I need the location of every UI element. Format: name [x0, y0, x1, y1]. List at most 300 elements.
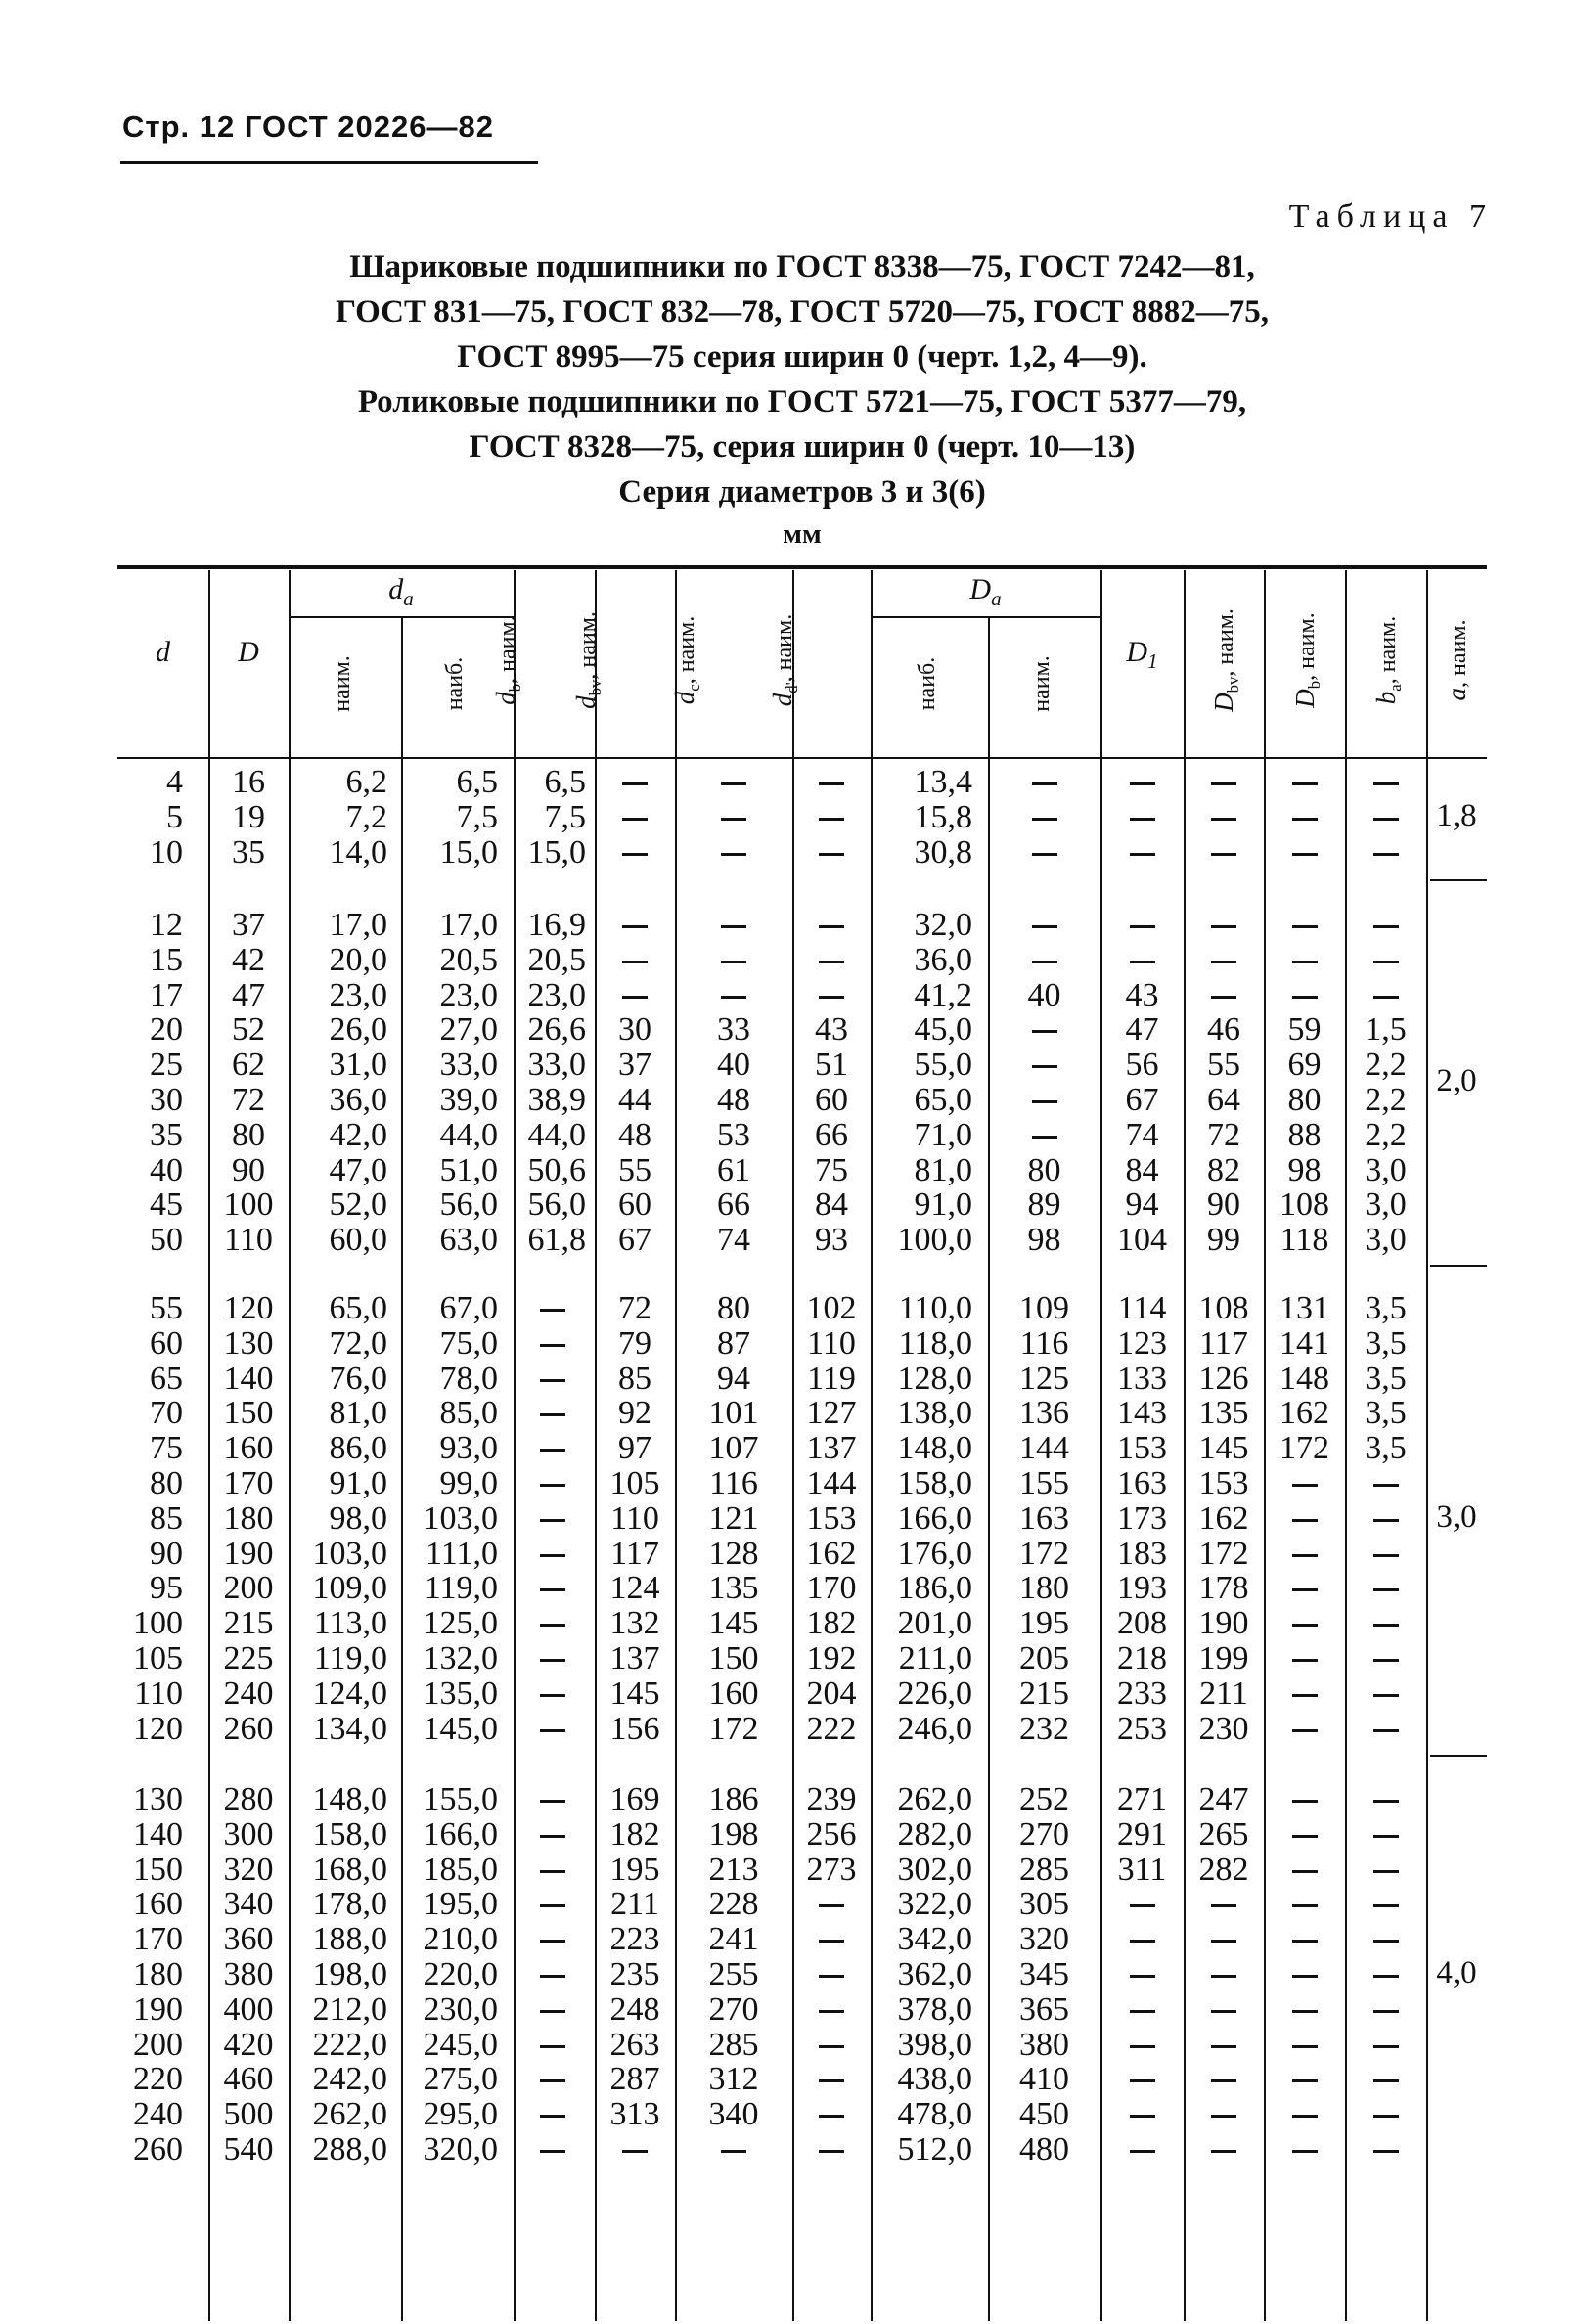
cell-Da-min: 116 — [1019, 1324, 1069, 1362]
cell-db: 33,0 — [527, 1047, 586, 1084]
cell-D: 19 — [232, 798, 265, 835]
cell-da-min: 60,0 — [329, 1222, 387, 1259]
cell-ba: 2,2 — [1365, 1047, 1407, 1084]
cell-Da-min: 365 — [1019, 1990, 1069, 2028]
cell-da-max: 15,0 — [439, 833, 498, 871]
cell-a: 3,0 — [1436, 1498, 1477, 1535]
dash-mark — [1373, 1940, 1399, 1943]
cell-D: 100 — [223, 1186, 274, 1224]
cell-dbv: 110 — [610, 1499, 659, 1537]
dash-mark — [819, 2115, 844, 2118]
cell-da-min: 124,0 — [312, 1675, 387, 1712]
cell-Da-min: 144 — [1019, 1430, 1069, 1467]
cell-D1: 271 — [1117, 1781, 1167, 1817]
cell-D1: 74 — [1125, 1116, 1159, 1153]
dash-mark — [1130, 2079, 1155, 2082]
cell-Da-min: 205 — [1019, 1640, 1069, 1676]
dash-mark — [721, 818, 746, 821]
cell-db: 61,8 — [527, 1222, 586, 1259]
cell-da-max: 20,5 — [439, 941, 498, 978]
cell-dc: 94 — [717, 1360, 750, 1397]
page-header: Стр. 12 ГОСТ 20226—82 — [122, 110, 494, 144]
cell-dbv: 132 — [609, 1605, 660, 1642]
dash-mark — [1292, 1940, 1318, 1943]
header-D1 — [1100, 636, 1184, 674]
cell-da-max: 6,5 — [456, 764, 498, 800]
cell-D1: 94 — [1125, 1186, 1159, 1224]
cell-Da-min: 89 — [1027, 1186, 1061, 1224]
dash-mark — [1032, 853, 1057, 856]
cell-Dbv: 72 — [1207, 1116, 1240, 1153]
cell-D1: 123 — [1117, 1324, 1167, 1362]
cell-dd: 119 — [807, 1360, 856, 1397]
cell-D: 130 — [223, 1324, 274, 1362]
cell-dc: 33 — [717, 1011, 750, 1049]
dash-mark — [1032, 961, 1057, 963]
cell-d: 85 — [150, 1499, 183, 1537]
header-D — [208, 636, 289, 669]
cell-dc: 107 — [708, 1430, 759, 1467]
dash-mark — [1292, 853, 1318, 856]
cell-ba: 3,5 — [1365, 1395, 1407, 1432]
cell-d: 25 — [150, 1047, 183, 1084]
header-D1-sub: 1 — [1147, 649, 1158, 673]
dash-mark — [540, 1904, 565, 1907]
header-D1-sym: D — [1126, 636, 1148, 668]
cell-da-max: 56,0 — [439, 1186, 498, 1224]
cell-Da-max: 91,0 — [914, 1186, 972, 1224]
cell-d: 160 — [133, 1886, 183, 1923]
cell-d: 180 — [133, 1956, 183, 1992]
cell-Db: 88 — [1287, 1116, 1322, 1153]
cell-Dbv: 211 — [1199, 1675, 1248, 1712]
cell-dbv: 287 — [609, 2061, 660, 2098]
cell-dd: 66 — [815, 1116, 848, 1153]
dash-mark — [1211, 2150, 1236, 2153]
header-da-min — [330, 625, 359, 742]
cell-Da-max: 100,0 — [897, 1222, 972, 1259]
dash-mark — [1373, 996, 1399, 999]
cell-da-min: 47,0 — [329, 1151, 387, 1188]
cell-dbv: 44 — [618, 1082, 651, 1118]
cell-da-max: 320,0 — [423, 2131, 498, 2168]
header-dbv — [571, 562, 605, 758]
cell-db: 56,0 — [527, 1186, 586, 1224]
cell-Dbv: 190 — [1198, 1605, 1249, 1642]
dash-mark — [1373, 1800, 1399, 1803]
cell-D1: 208 — [1117, 1605, 1167, 1642]
header-Db-sub: b — [1304, 680, 1324, 690]
cell-D: 52 — [232, 1011, 265, 1049]
cell-dbv: 55 — [618, 1151, 651, 1188]
cell-Dbv: 126 — [1198, 1360, 1249, 1397]
cell-db: 26,6 — [527, 1011, 586, 1049]
dash-mark — [540, 2150, 565, 2153]
header-dc-suffix: , наим. — [674, 615, 699, 685]
cell-da-max: 27,0 — [439, 1011, 498, 1049]
cell-Da-max: 71,0 — [914, 1116, 972, 1153]
dash-mark — [622, 925, 648, 928]
cell-d: 35 — [150, 1116, 183, 1153]
cell-Da-max: 30,8 — [914, 833, 972, 871]
cell-d: 55 — [150, 1290, 183, 1326]
cell-dd: 222 — [806, 1710, 857, 1747]
cell-dc: 128 — [708, 1535, 759, 1572]
cell-Da-min: 285 — [1019, 1851, 1069, 1888]
dash-mark — [540, 1484, 565, 1487]
dash-mark — [540, 1729, 565, 1732]
dash-mark — [819, 2045, 844, 2048]
cell-d: 10 — [150, 833, 183, 871]
cell-Da-min: 345 — [1019, 1956, 1069, 1992]
dash-mark — [1292, 1870, 1318, 1873]
cell-Da-min: 163 — [1019, 1499, 1069, 1537]
cell-da-min: 113,0 — [313, 1605, 387, 1642]
dash-mark — [721, 961, 746, 963]
cell-Da-max: 176,0 — [897, 1535, 972, 1572]
cell-d: 200 — [133, 2026, 183, 2063]
header-dbv-suffix: , наим. — [575, 611, 601, 680]
cell-da-min: 26,0 — [329, 1011, 387, 1049]
cell-D: 360 — [223, 1921, 274, 1958]
cell-da-min: 148,0 — [312, 1781, 387, 1817]
a-group-separator — [1430, 1755, 1487, 1757]
dash-mark — [1292, 1904, 1318, 1907]
cell-da-min: 242,0 — [312, 2061, 387, 2098]
cell-Da-max: 246,0 — [897, 1710, 972, 1747]
unit-label: мм — [783, 518, 822, 550]
dash-mark — [1292, 2045, 1318, 2048]
cell-Da-max: 512,0 — [897, 2131, 972, 2168]
cell-dc: 53 — [717, 1116, 750, 1153]
dash-mark — [1373, 818, 1399, 821]
dash-mark — [819, 961, 844, 963]
cell-Dbv: 145 — [1198, 1430, 1249, 1467]
cell-da-min: 17,0 — [329, 907, 387, 943]
cell-Da-min: 125 — [1019, 1360, 1069, 1397]
cell-d: 190 — [133, 1990, 183, 2028]
header-ba — [1371, 562, 1405, 758]
dash-mark — [1373, 2010, 1399, 2013]
cell-da-min: 65,0 — [329, 1290, 387, 1326]
cell-D: 35 — [232, 833, 265, 871]
cell-Da-max: 158,0 — [897, 1465, 972, 1501]
cell-d: 140 — [133, 1815, 183, 1853]
cell-dd: 110 — [807, 1324, 856, 1362]
cell-D: 190 — [223, 1535, 274, 1572]
cell-D: 420 — [223, 2026, 274, 2063]
cell-dc: 80 — [717, 1290, 750, 1326]
cell-dd: 204 — [806, 1675, 857, 1712]
dash-mark — [721, 925, 746, 928]
header-d-sym: d — [156, 636, 170, 668]
cell-D1: 67 — [1125, 1082, 1159, 1118]
cell-da-min: 81,0 — [329, 1395, 387, 1432]
dash-mark — [1292, 1800, 1318, 1803]
cell-da-min: 36,0 — [329, 1082, 387, 1118]
cell-D: 340 — [223, 1886, 274, 1923]
cell-D: 260 — [223, 1710, 274, 1747]
dash-mark — [622, 996, 648, 999]
dash-mark — [1292, 1588, 1318, 1591]
cell-Db: 131 — [1279, 1290, 1329, 1326]
cell-Dbv: 117 — [1199, 1324, 1248, 1362]
cell-d: 30 — [150, 1082, 183, 1118]
cell-Da-min: 270 — [1019, 1815, 1069, 1853]
cell-D1: 56 — [1125, 1047, 1159, 1084]
cell-D1: 218 — [1117, 1640, 1167, 1676]
header-a-suffix: , наим. — [1446, 619, 1471, 689]
dash-mark — [1032, 1065, 1057, 1068]
cell-Da-max: 262,0 — [897, 1781, 972, 1817]
cell-D: 215 — [223, 1605, 274, 1642]
dash-mark — [540, 1344, 565, 1347]
dash-mark — [721, 782, 746, 785]
dash-mark — [1292, 2115, 1318, 2118]
header-Da-min-text: наим. — [1029, 655, 1055, 712]
cell-da-max: 23,0 — [439, 976, 498, 1013]
cell-D: 140 — [223, 1360, 274, 1397]
cell-Da-max: 438,0 — [897, 2061, 972, 2098]
cell-dd: 273 — [806, 1851, 857, 1888]
table-label: Таблица 7 — [1288, 199, 1493, 235]
dash-mark — [540, 1800, 565, 1803]
cell-da-min: 119,0 — [313, 1640, 387, 1676]
dash-mark — [1373, 2115, 1399, 2118]
cell-da-max: 75,0 — [439, 1324, 498, 1362]
dash-mark — [1292, 1975, 1318, 1978]
dash-mark — [1373, 853, 1399, 856]
cell-dd: 182 — [806, 1605, 857, 1642]
dash-mark — [819, 2150, 844, 2153]
dash-mark — [819, 2010, 844, 2013]
dash-mark — [1373, 1729, 1399, 1732]
cell-dbv: 182 — [609, 1815, 660, 1853]
header-Da-sub: a — [991, 587, 1002, 610]
cell-dc: 61 — [717, 1151, 750, 1188]
cell-dc: 145 — [708, 1605, 759, 1642]
cell-d: 120 — [133, 1710, 183, 1747]
cell-da-min: 158,0 — [312, 1815, 387, 1853]
cell-dc: 160 — [708, 1675, 759, 1712]
cell-ba: 3,0 — [1365, 1151, 1407, 1188]
cell-Db: 69 — [1287, 1047, 1322, 1084]
cell-dd: 75 — [815, 1151, 848, 1188]
cell-ba: 3,5 — [1365, 1324, 1407, 1362]
cell-d: 80 — [150, 1465, 183, 1501]
dash-mark — [1130, 782, 1155, 785]
cell-D1: 291 — [1117, 1815, 1167, 1853]
cell-db: 7,5 — [544, 798, 586, 835]
cell-da-max: 78,0 — [439, 1360, 498, 1397]
cell-dc: 135 — [708, 1570, 759, 1607]
cell-D: 42 — [232, 941, 265, 978]
dash-mark — [1130, 2010, 1155, 2013]
cell-da-max: 230,0 — [423, 1990, 498, 2028]
cell-da-min: 23,0 — [329, 976, 387, 1013]
cell-dc: 40 — [717, 1047, 750, 1084]
cell-dc: 66 — [717, 1186, 750, 1224]
cell-dd: 51 — [815, 1047, 848, 1084]
cell-db: 20,5 — [527, 941, 586, 978]
dash-mark — [1211, 996, 1236, 999]
cell-D: 540 — [223, 2131, 274, 2168]
cell-Dbv: 108 — [1198, 1290, 1249, 1326]
cell-dbv: 97 — [618, 1430, 651, 1467]
dash-mark — [721, 996, 746, 999]
cell-d: 260 — [133, 2131, 183, 2168]
cell-dbv: 30 — [618, 1011, 651, 1049]
cell-d: 12 — [150, 907, 183, 943]
cell-D: 80 — [232, 1116, 265, 1153]
cell-da-min: 31,0 — [329, 1047, 387, 1084]
cell-Dbv: 82 — [1207, 1151, 1240, 1188]
dash-mark — [1373, 1624, 1399, 1627]
dash-mark — [1292, 782, 1318, 785]
cell-da-min: 42,0 — [329, 1116, 387, 1153]
dash-mark — [1292, 2010, 1318, 2013]
cell-da-min: 178,0 — [312, 1886, 387, 1923]
header-ba-sub: a — [1385, 684, 1405, 692]
cell-dd: 192 — [806, 1640, 857, 1676]
dash-mark — [1373, 1588, 1399, 1591]
header-Dbv-suffix: , наим. — [1213, 608, 1238, 677]
cell-dbv: 67 — [618, 1222, 651, 1259]
dash-mark — [1211, 2079, 1236, 2082]
cell-da-max: 135,0 — [423, 1675, 498, 1712]
cell-Dbv: 99 — [1207, 1222, 1240, 1259]
cell-d: 95 — [150, 1570, 183, 1607]
dash-mark — [819, 818, 844, 821]
dash-mark — [1373, 2079, 1399, 2082]
cell-Da-max: 81,0 — [914, 1151, 972, 1188]
cell-d: 45 — [150, 1186, 183, 1224]
cell-dbv: 37 — [618, 1047, 651, 1084]
title-line: Серия диаметров 3 и 3(6) — [618, 474, 986, 510]
cell-D1: 47 — [1125, 1011, 1159, 1049]
dash-mark — [1130, 925, 1155, 928]
cell-d: 220 — [133, 2061, 183, 2098]
dash-mark — [1211, 1940, 1236, 1943]
cell-da-min: 6,2 — [345, 764, 387, 800]
cell-Db: 59 — [1287, 1011, 1322, 1049]
dash-mark — [1032, 1100, 1057, 1103]
cell-da-min: 52,0 — [329, 1186, 387, 1224]
dash-mark — [540, 1309, 565, 1312]
dash-mark — [1373, 925, 1399, 928]
cell-da-max: 195,0 — [423, 1886, 498, 1923]
cell-ba: 2,2 — [1365, 1082, 1407, 1118]
title-line: ГОСТ 831—75, ГОСТ 832—78, ГОСТ 5720—75, ГОСТ 8882—75, — [335, 294, 1270, 330]
cell-dbv: 60 — [618, 1186, 651, 1224]
cell-d: 20 — [150, 1011, 183, 1049]
dash-mark — [1211, 1904, 1236, 1907]
cell-d: 130 — [133, 1781, 183, 1817]
cell-dbv: 48 — [618, 1116, 651, 1153]
dash-mark — [622, 853, 648, 856]
header-da-min-text: наим. — [330, 655, 355, 712]
title-line: ГОСТ 8995—75 серия ширин 0 (черт. 1,2, 4—9). — [457, 339, 1147, 375]
cell-da-min: 198,0 — [312, 1956, 387, 1992]
cell-dd: 60 — [815, 1082, 848, 1118]
cell-da-min: 98,0 — [329, 1499, 387, 1537]
cell-Da-min: 252 — [1019, 1781, 1069, 1817]
dash-mark — [1032, 925, 1057, 928]
dash-mark — [1130, 2115, 1155, 2118]
cell-dc: 121 — [708, 1499, 759, 1537]
cell-da-max: 111,0 — [426, 1535, 498, 1572]
cell-D1: 153 — [1117, 1430, 1167, 1467]
cell-D: 90 — [232, 1151, 265, 1188]
dash-mark — [1130, 853, 1155, 856]
cell-Db: 118 — [1279, 1222, 1329, 1259]
cell-D: 37 — [232, 907, 265, 943]
a-group-separator — [1430, 879, 1487, 881]
cell-d: 110 — [134, 1675, 183, 1712]
cell-da-max: 85,0 — [439, 1395, 498, 1432]
cell-Db: 172 — [1279, 1430, 1329, 1467]
cell-dc: 312 — [708, 2061, 759, 2098]
cell-Da-min: 109 — [1019, 1290, 1069, 1326]
dash-mark — [540, 1975, 565, 1978]
cell-db: 38,9 — [527, 1082, 586, 1118]
dash-mark — [1373, 1870, 1399, 1873]
dash-mark — [1211, 925, 1236, 928]
cell-Da-max: 32,0 — [914, 907, 972, 943]
dash-mark — [1373, 1694, 1399, 1697]
cell-ba: 1,5 — [1365, 1011, 1407, 1049]
cell-D: 300 — [223, 1815, 274, 1853]
header-da-max-text: наиб. — [442, 656, 468, 711]
cell-Dbv: 199 — [1198, 1640, 1249, 1676]
cell-D: 150 — [223, 1395, 274, 1432]
cell-da-min: 86,0 — [329, 1430, 387, 1467]
header-Db-suffix: , наим. — [1294, 612, 1320, 681]
dash-mark — [1130, 818, 1155, 821]
cell-D: 62 — [232, 1047, 265, 1084]
title-line: Шариковые подшипники по ГОСТ 8338—75, ГОСТ 7242—81, — [349, 249, 1255, 285]
dash-mark — [1292, 1694, 1318, 1697]
cell-a: 1,8 — [1436, 797, 1477, 833]
cell-d: 17 — [150, 976, 183, 1013]
dash-mark — [1373, 1484, 1399, 1487]
cell-ba: 3,0 — [1365, 1186, 1407, 1224]
cell-da-max: 7,5 — [456, 798, 498, 835]
cell-dd: 84 — [815, 1186, 848, 1224]
cell-Da-max: 65,0 — [914, 1082, 972, 1118]
cell-dbv: 92 — [618, 1395, 651, 1432]
cell-da-min: 91,0 — [329, 1465, 387, 1501]
header-dd-sub: d' — [782, 682, 801, 693]
cell-dbv: 85 — [618, 1360, 651, 1397]
dash-mark — [1211, 2010, 1236, 2013]
cell-dc: 87 — [717, 1324, 750, 1362]
cell-da-min: 212,0 — [312, 1990, 387, 2028]
cell-d: 75 — [150, 1430, 183, 1467]
dash-mark — [1373, 2045, 1399, 2048]
cell-dbv: 72 — [618, 1290, 651, 1326]
header-db-sym: d — [491, 692, 520, 705]
dash-mark — [1373, 1554, 1399, 1557]
header-da — [289, 573, 514, 611]
header-da-max — [442, 625, 471, 742]
cell-da-max: 39,0 — [439, 1082, 498, 1118]
dash-mark — [1292, 1835, 1318, 1838]
dash-mark — [819, 1975, 844, 1978]
dash-mark — [540, 1554, 565, 1557]
cell-Dbv: 162 — [1198, 1499, 1249, 1537]
cell-d: 65 — [150, 1360, 183, 1397]
